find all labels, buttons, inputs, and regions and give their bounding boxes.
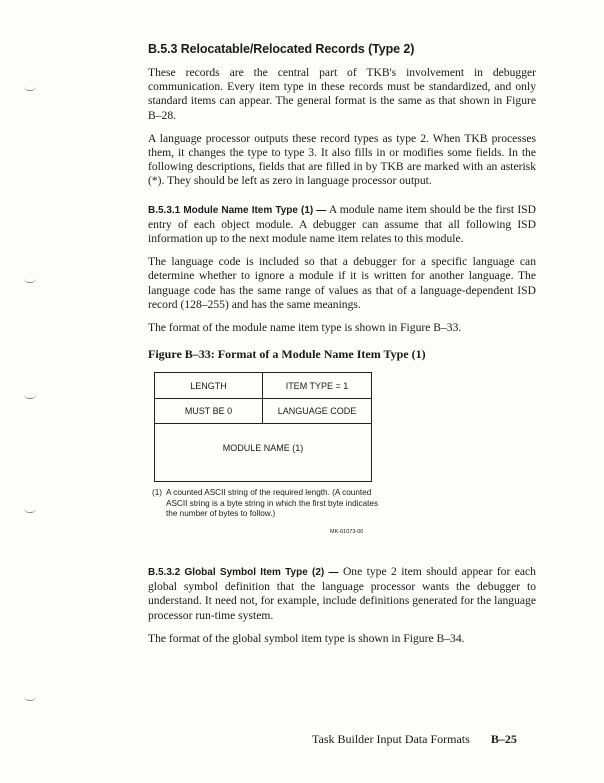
figure-title: Figure B–33: Format of a Module Name Item Type (1) (148, 347, 426, 362)
page-footer (312, 732, 517, 747)
page-number: B–25 (490, 732, 517, 746)
margin-mark (24, 394, 36, 399)
margin-mark (24, 86, 36, 91)
margin-mark (24, 696, 36, 701)
subsection-1-text: A module name item should be the first ISD entry of each object module. A debugger can assume that all following ISD information up to the next module name item relates to this module. (148, 202, 537, 246)
lower-body (148, 565, 536, 655)
subsection-1-paragraph-3: The format of the module name item type is shown in Figure B–33. (148, 321, 462, 335)
subsection-2-paragraph (148, 565, 536, 623)
cell-length: LENGTH (155, 373, 263, 399)
margin-mark (24, 508, 36, 513)
cell-item-type: ITEM TYPE = 1 (262, 373, 371, 399)
footer-title: Task Builder Input Data Formats (312, 732, 470, 746)
margin-mark (24, 278, 36, 283)
subsection-1-paragraph (148, 203, 536, 247)
subsection-2-paragraph-2: The format of the global symbol item type is shown in Figure B–34. (148, 631, 465, 645)
footnote-number: (1) (152, 488, 163, 497)
subsection-2-heading: B.5.3.2 Global Symbol Item Type (2) — (148, 567, 339, 578)
subsection-1-heading: B.5.3.1 Module Name Item Type (1) — (148, 204, 327, 216)
section-heading: B.5.3 Relocatable/Relocated Records (Type 2) (148, 42, 415, 56)
cell-must-be-zero: MUST BE 0 (155, 398, 263, 424)
section-paragraph-1: These records are the central part of TKB's involvement in debugger communication. Every item type in these records must be standardized, and only standard items can appear. The general format is the same as that shown in Figure B–28. (148, 66, 536, 122)
subsection-1-paragraph-2: The language code is included so that a debugger for a specific language can determine whether to ignore a module if it is written for another language. The language code has the same range of values as that of a language-dependent ISD record (128–255) and has the same meanings. (148, 255, 536, 311)
cell-language-code: LANGUAGE CODE (262, 398, 371, 424)
page-body (148, 30, 536, 376)
cell-module-name: MODULE NAME (1) (222, 443, 304, 453)
footnote-text: A counted ASCII string of the required length. (A counted ASCII string is a byte string in which the first byte indicates the number of bytes to follow.) (166, 488, 379, 518)
figure-code: MK-01073-00 (330, 529, 364, 535)
module-name-diagram (154, 372, 372, 482)
figure-footnote (152, 488, 382, 520)
section-paragraph-2: A language processor outputs these record types as type 2. When TKB processes them, it changes the type to type 3. It also fills in or modifies some fields. In the following descriptions, fields that are filled in by TKB are marked with an asterisk (*). They should be left as zero in language processor output. (148, 131, 536, 188)
subsection-2-text: One type 2 item should appear for each global symbol definition that the language processor wants the debugger to understand. It need not, for example, include definitions generated for the language processor run-time system. (148, 565, 536, 622)
